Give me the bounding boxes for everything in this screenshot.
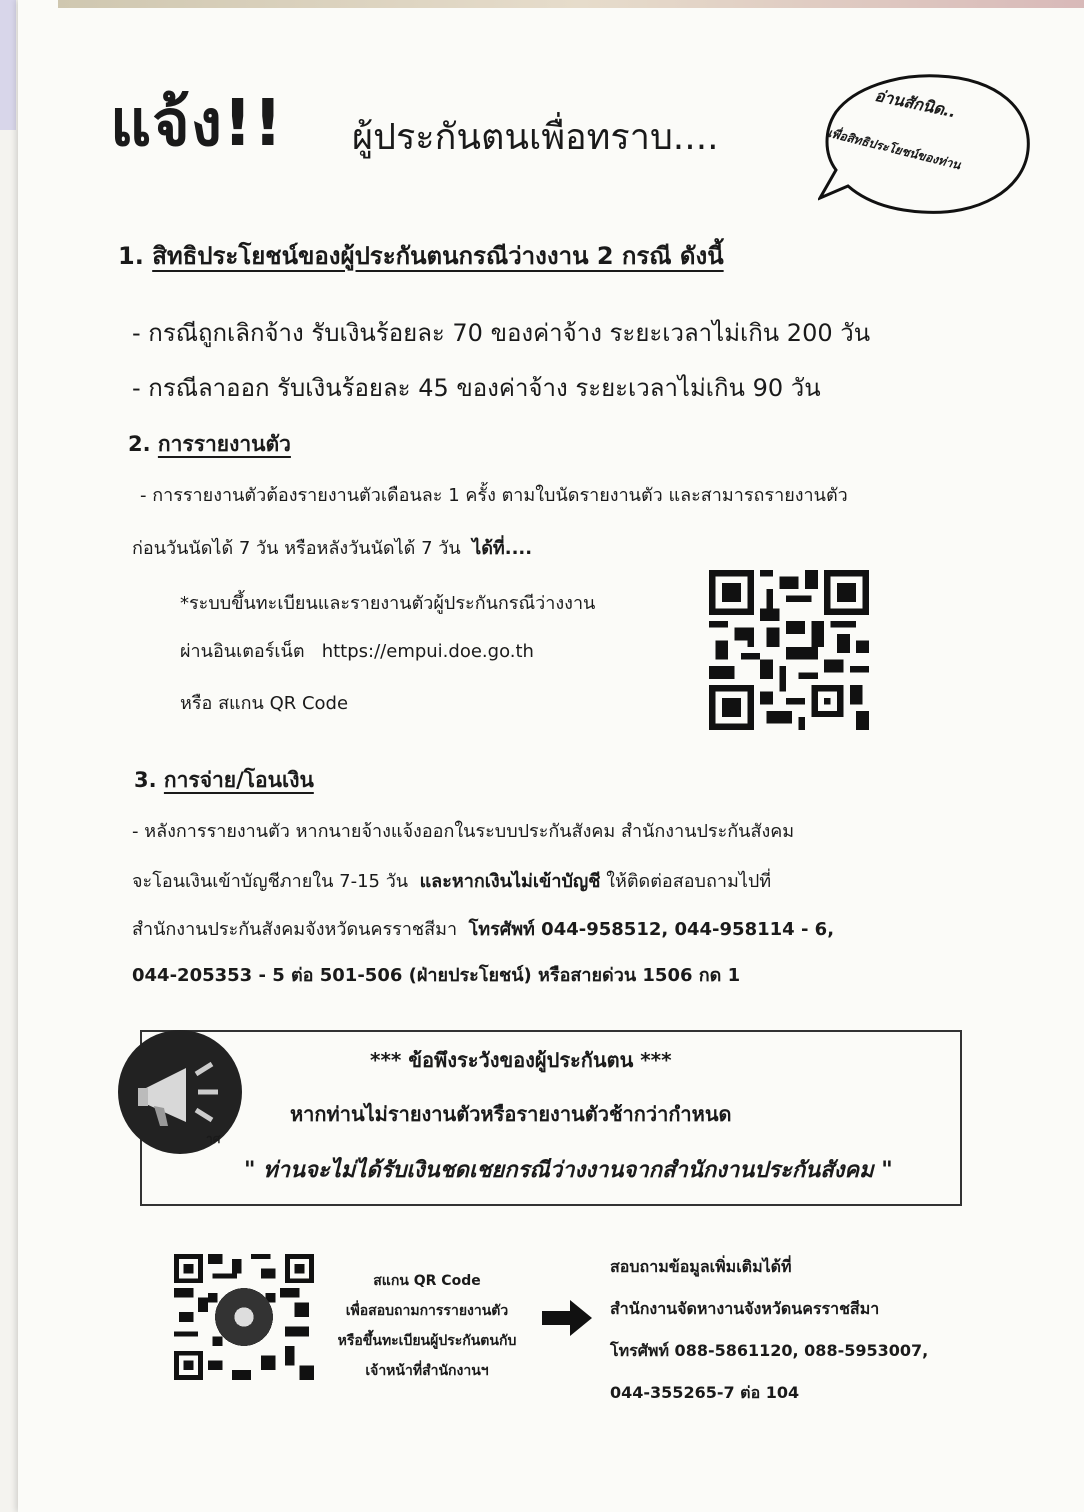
scan-line-4: เจ้าหน้าที่สำนักงานฯ	[365, 1363, 489, 1379]
report-rule-bold: ได้ที่....	[472, 538, 533, 559]
contact-line-3: โทรศัพท์ 088-5861120, 088-5953007,	[610, 1341, 929, 1360]
contact-info	[610, 1246, 928, 1414]
social-security-office: สำนักงานประกันสังคมจังหวัดนครราชสีมา	[132, 919, 458, 940]
top-edge-strip	[58, 0, 1084, 8]
benefit-resignation: - กรณีลาออก รับเงินร้อยละ 45 ของค่าจ้าง ระยะเวลาไม่เกิน 90 วัน	[132, 374, 821, 402]
section-2-title: การรายงานตัว	[157, 432, 291, 456]
speech-bubble	[818, 70, 1034, 220]
icon-caption-fragment: าศ	[206, 1132, 221, 1146]
report-rule-text: ก่อนวันนัดได้ 7 วัน หรือหลังวันนัดได้ 7 วัน	[132, 538, 461, 559]
section-1-number: 1.	[118, 242, 144, 270]
section-2-heading	[128, 428, 291, 461]
payment-period: จะโอนเงินเข้าบัญชีภายใน 7-15 วัน	[132, 871, 409, 892]
payment-line-4	[132, 960, 740, 989]
section-2-number: 2.	[128, 432, 151, 456]
notice-subtitle: ผู้ประกันตนเพื่อทราบ....	[352, 117, 719, 158]
payment-line-1: - หลังการรายงานตัว หากนายจ้างแจ้งออกในระบบประกันสังคม สำนักงานประกันสังคม	[132, 821, 795, 842]
payment-warning-bold: และหากเงินไม่เข้าบัญชี	[419, 871, 601, 892]
payment-contact-note: ให้ติดต่อสอบถามไปที่	[606, 871, 772, 892]
report-rule-line-1: - การรายงานตัวต้องรายงานตัวเดือนละ 1 ครั้ง ตามใบนัดรายงานตัว และสามารถรายงานตัว	[140, 485, 848, 506]
section-3-number: 3.	[134, 768, 157, 792]
system-line-1: *ระบบขึ้นทะเบียนและรายงานตัวผู้ประกันกรณีว่างงาน	[180, 593, 596, 614]
system-url-link[interactable]: https://empui.doe.go.th	[321, 641, 534, 662]
system-prefix: ผ่านอินเตอร์เน็ต	[180, 641, 305, 662]
scan-line-2: เพื่อสอบถามการรายงานตัว	[345, 1303, 509, 1319]
contact-line-4: 044-355265-7 ต่อ 104	[610, 1383, 800, 1402]
warning-title: *** ข้อพึงระวังของผู้ประกันตน ***	[370, 1048, 672, 1072]
section-3-title: การจ่าย/โอนเงิน	[163, 768, 314, 792]
qr-code-icon[interactable]	[703, 570, 875, 730]
office-phones: โทรศัพท์ 044-958512, 044-958114 - 6,	[468, 919, 835, 940]
section-3-heading	[134, 764, 314, 797]
payment-line-2	[132, 866, 771, 895]
warning-line: หากท่านไม่รายงานตัวหรือรายงานตัวช้ากว่ากำหนด	[290, 1102, 732, 1126]
benefit-dismissal: - กรณีถูกเลิกจ้าง รับเงินร้อยละ 70 ของค่าจ้าง ระยะเวลาไม่เกิน 200 วัน	[132, 319, 871, 347]
warning-quote: " ท่านจะไม่ได้รับเงินชดเชยกรณีว่างงานจากสำนักงานประกันสังคม "	[244, 1158, 893, 1183]
section-1-heading	[118, 236, 724, 275]
contact-line-2: สำนักงานจัดหางานจังหวัดนครราชสีมา	[610, 1299, 880, 1318]
scan-instructions	[318, 1266, 536, 1386]
bubble-line-2: เพื่อสิทธิประโยชน์ของท่าน	[826, 125, 963, 173]
contact-line-1: สอบถามข้อมูลเพิ่มเติมได้ที่	[610, 1257, 792, 1276]
bubble-line-1: อ่านสักนิด..	[873, 85, 958, 122]
office-phones-extra: 044-205353 - 5 ต่อ 501-506 (ฝ่ายประโยชน์) หรือสายด่วน 1506 กด 1	[132, 965, 741, 986]
scan-line-3: หรือขึ้นทะเบียนผู้ประกันตนกับ	[337, 1333, 517, 1349]
system-line-3: หรือ สแกน QR Code	[180, 693, 349, 714]
payment-line-3	[132, 914, 834, 943]
megaphone-icon	[116, 1030, 244, 1154]
qr-code-small-icon[interactable]	[174, 1254, 314, 1380]
system-line-2	[180, 636, 534, 665]
report-rule-line-2	[132, 533, 532, 562]
scan-line-1: สแกน QR Code	[373, 1273, 481, 1289]
section-1-title: สิทธิประโยชน์ของผู้ประกันตนกรณีว่างงาน 2 กรณี ดังนี้	[152, 242, 724, 270]
notice-heading: แจ้ง!!	[110, 87, 284, 161]
arrow-right-icon	[540, 1298, 594, 1338]
background-edge	[0, 0, 16, 130]
